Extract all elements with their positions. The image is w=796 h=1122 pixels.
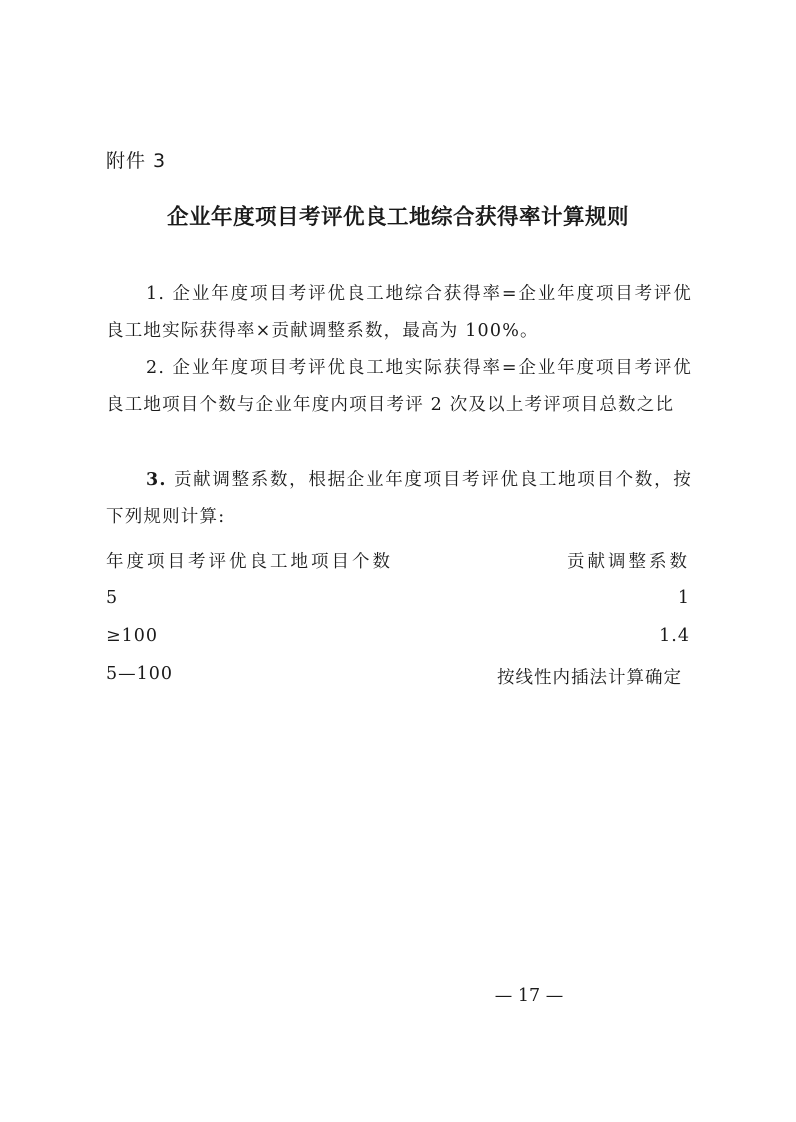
paragraph-3-text: 贡献调整系数，根据企业年度项目考评优良工地项目个数，按下列规则计算: [106, 470, 693, 527]
paragraph-1-number: 1. [146, 284, 166, 304]
attachment-label: 附件 3 [106, 150, 167, 172]
table-cell-coefficient: 按线性内插法计算确定 [497, 668, 682, 688]
table-cell-coefficient: 1 [677, 588, 690, 608]
table-row [106, 664, 690, 689]
table-cell-count: ≥100 [106, 626, 159, 646]
table-row [106, 588, 690, 608]
table-row [106, 626, 690, 646]
table-cell-count: 5 [106, 588, 119, 608]
paragraph-3 [106, 462, 692, 536]
table-cell-count: 5—100 [106, 664, 174, 684]
page-title: 企业年度项目考评优良工地综合获得率计算规则 [166, 205, 629, 230]
paragraph-3-number: 3. [146, 470, 167, 490]
table-header-row [106, 548, 690, 573]
page-number: — 17 — [494, 986, 564, 1006]
page-number-footer [0, 986, 796, 1006]
paragraph-1 [106, 276, 692, 350]
paragraph-2 [106, 350, 692, 424]
paragraph-1-text: 企业年度项目考评优良工地综合获得率=企业年度项目考评优良工地实际获得率×贡献调整系数，最高为 100%。 [106, 284, 693, 341]
table-header-left: 年度项目考评优良工地项目个数 [106, 552, 393, 572]
table-header-right: 贡献调整系数 [567, 552, 690, 572]
paragraph-2-number: 2. [146, 358, 166, 378]
table-cell-coefficient: 1.4 [659, 626, 690, 646]
paragraph-2-text: 企业年度项目考评优良工地实际获得率=企业年度项目考评优良工地项目个数与企业年度内项目考评 2 次及以上考评项目总数之比 [106, 358, 693, 415]
